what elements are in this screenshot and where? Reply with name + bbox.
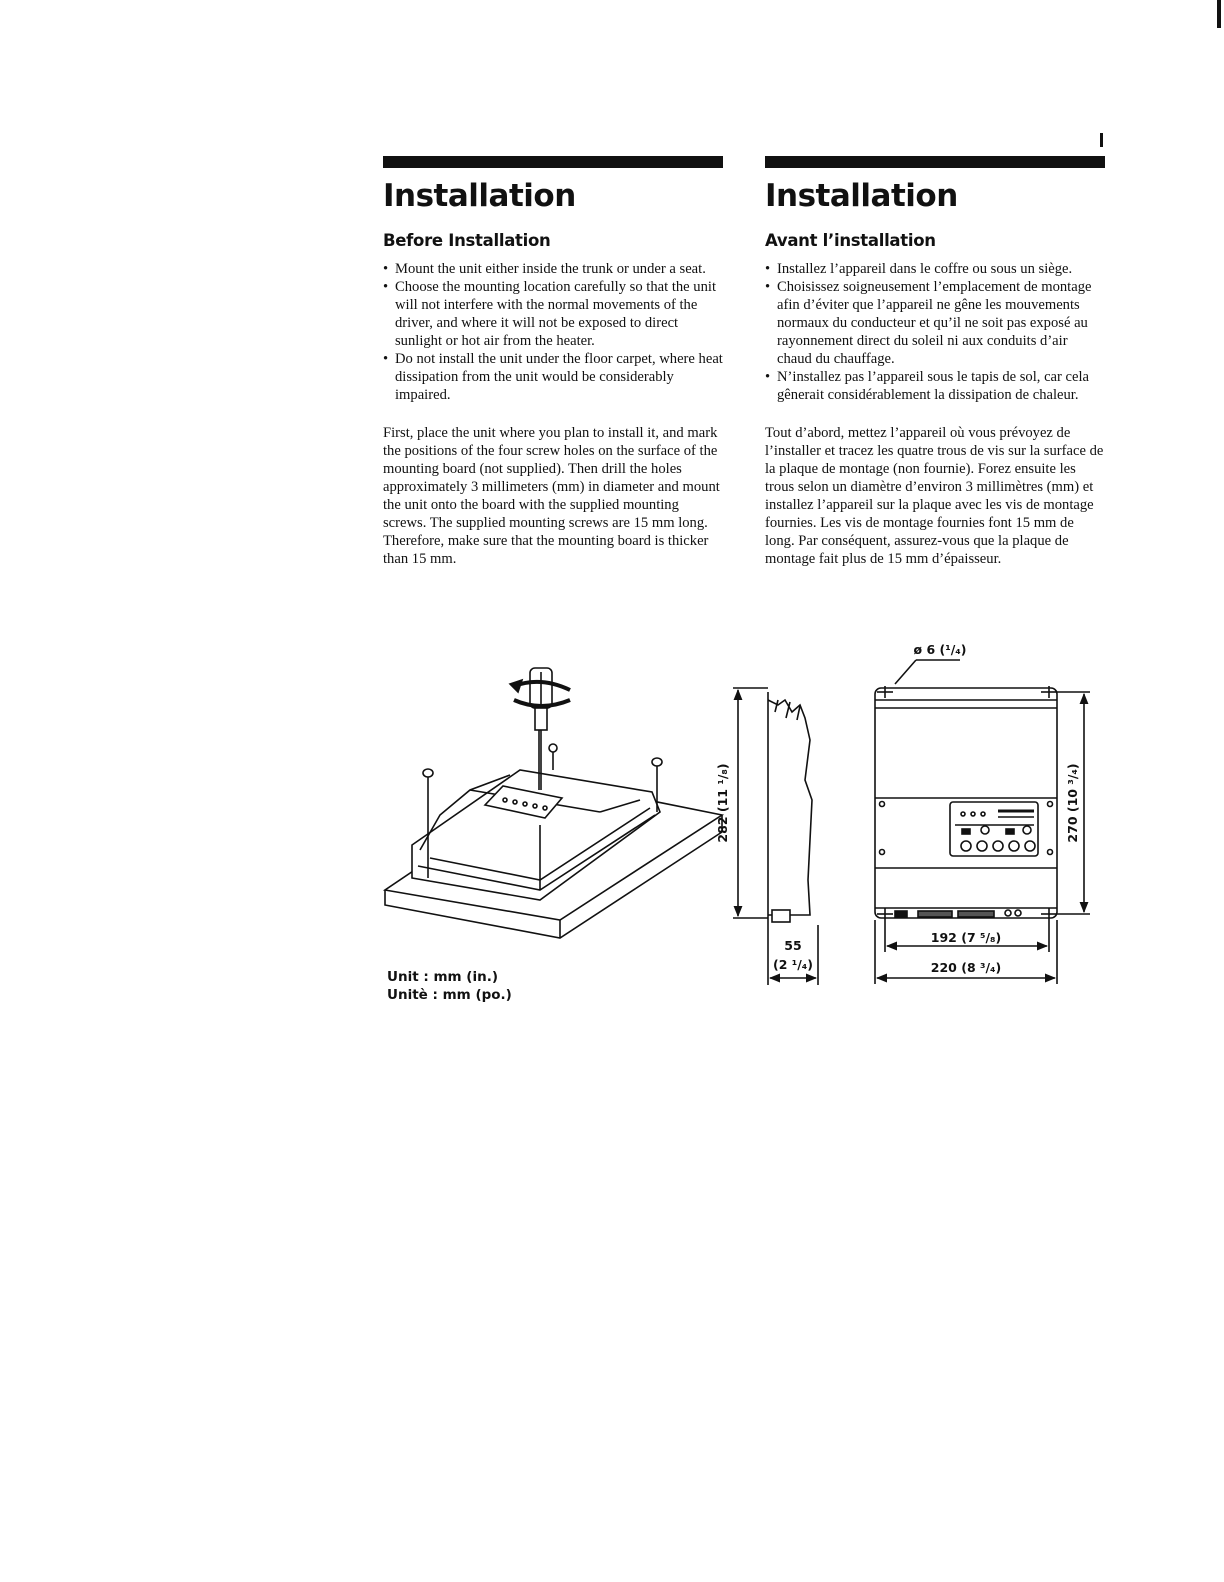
english-bullet: • Choose the mounting location carefully so that the unit will not interfere with the normal movements of the driver, and where it will not be exposed to direct sunlight or hot air from the heater. — [383, 278, 723, 350]
depth-inch-label: (2 ¹/₄) — [773, 957, 813, 972]
english-bullet: • Mount the unit either inside the trunk or under a seat. — [383, 260, 723, 278]
front-height-label: 270 (10 ³/₄) — [1065, 763, 1080, 843]
french-subtitle: Avant l’installation — [765, 231, 936, 251]
side-height-label: 282 (11 ¹/₈) — [715, 763, 730, 843]
english-title: Installation — [383, 178, 576, 214]
hole-diameter-label: ø 6 (¹/₄) — [913, 642, 967, 657]
unit-legend — [387, 968, 512, 1004]
french-paragraph: Tout d’abord, mettez l’appareil où vous prévoyez de l’installer et tracez les quatre trous de vis sur la surface de la plaque de montage (non fournie). Forez ensuite les trous selon un diamètre d’environ 3 millimètres (mm) et installez l’appareil sur la plaque avec les vis de montage fournies. Les vis de montage fournies font 15 mm de long. Par conséquent, assurez-vous que la plaque de montage fait plus de 15 mm d’épaisseur. — [765, 425, 1104, 568]
mounting-illustration — [385, 668, 722, 938]
unit-french: Unitè : mm (po.) — [387, 987, 512, 1003]
english-subtitle: Before Installation — [383, 231, 551, 251]
french-bullet: • Choisissez soigneusement l’emplacement de montage afin d’éviter que l’appareil ne gêne les mouvements normaux du conducteur et qu’il ne soit pas exposé au rayonnement direct du soleil ni aux conduits d’air chaud du chauffage. — [765, 278, 1105, 368]
side-view-diagram — [733, 688, 818, 985]
french-bullet: • Installez l’appareil dans le coffre ou sous un siège. — [765, 260, 1105, 278]
french-bullet: • N’installez pas l’appareil sous le tapis de sol, car cela gênerait considérablement la dissipation de chaleur. — [765, 368, 1105, 404]
width-label: 220 (8 ³/₄) — [930, 960, 1002, 975]
unit-english: Unit : mm (in.) — [387, 969, 498, 985]
french-title: Installation — [765, 178, 958, 214]
english-paragraph: First, place the unit where you plan to install it, and mark the positions of the four screw holes on the surface of the mounting board (not supplied). Then drill the holes approximately 3 millimeters (mm) in diameter and mount the unit onto the board with the supplied mounting screws. The supplied mounting screws are 15 mm long. Therefore, make sure that the mounting board is thicker than 15 mm. — [383, 425, 720, 568]
depth-label: 55 — [784, 938, 802, 953]
english-bullet: • Do not install the unit under the floor carpet, where heat dissipation from the unit would be considerably impaired. — [383, 350, 723, 404]
hole-spacing-label: 192 (7 ⁵/₈) — [930, 930, 1002, 945]
